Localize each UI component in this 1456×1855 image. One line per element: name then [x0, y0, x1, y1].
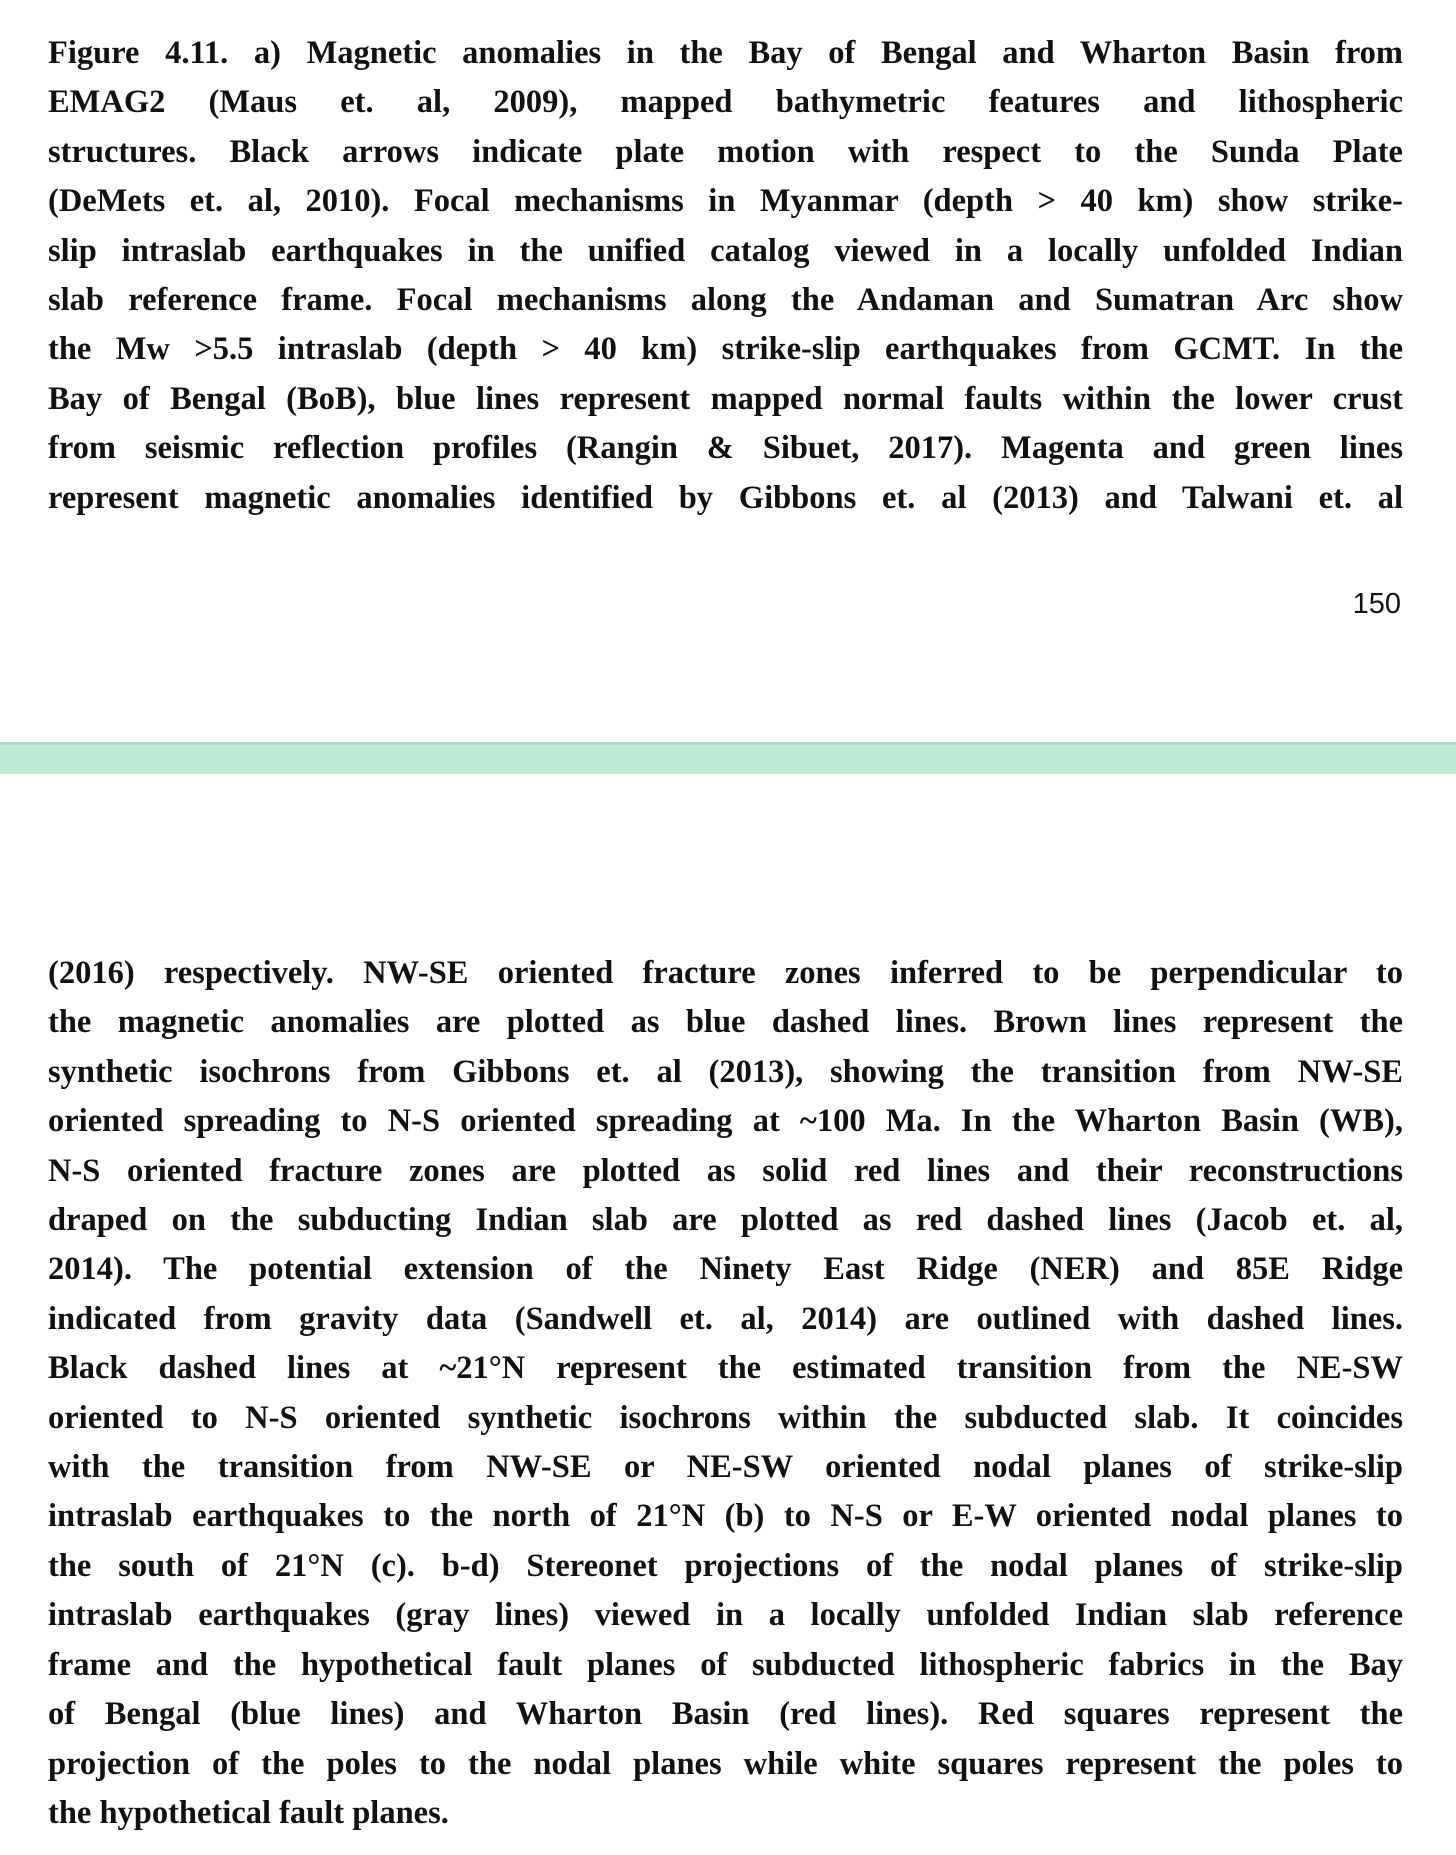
caption-line: Bay of Bengal (BoB), blue lines represent mapped normal faults within the lower crust: [48, 380, 1403, 417]
caption-line: represent magnetic anomalies identified by Gibbons et. al (2013) and Talwani et. al: [48, 479, 1403, 516]
document-page-top: [0, 0, 1456, 742]
caption-line: oriented spreading to N-S oriented spreading at ~100 Ma. In the Wharton Basin (WB),: [48, 1103, 1403, 1140]
caption-line: EMAG2 (Maus et. al, 2009), mapped bathymetric features and lithospheric: [48, 84, 1403, 121]
caption-line: (DeMets et. al, 2010). Focal mechanisms in Myanmar (depth > 40 km) show strike-: [48, 183, 1403, 220]
caption-line: slab reference frame. Focal mechanisms along the Andaman and Sumatran Arc show: [48, 282, 1403, 319]
caption-line: Figure 4.11. a) Magnetic anomalies in the Bay of Bengal and Wharton Basin from: [48, 35, 1403, 71]
figure-caption-part-2: [48, 949, 1403, 1838]
caption-line: frame and the hypothetical fault planes of subducted lithospheric fabrics in the Bay: [48, 1646, 1403, 1683]
caption-line: the Mw >5.5 intraslab (depth > 40 km) strike-slip earthquakes from GCMT. In the: [48, 331, 1403, 368]
caption-line: Black dashed lines at ~21°N represent the estimated transition from the NE-SW: [48, 1350, 1403, 1387]
caption-line: the magnetic anomalies are plotted as blue dashed lines. Brown lines represent the: [48, 1004, 1403, 1041]
caption-line: slip intraslab earthquakes in the unified catalog viewed in a locally unfolded Indian: [48, 232, 1403, 269]
page-break-separator: [0, 742, 1456, 774]
caption-line: synthetic isochrons from Gibbons et. al (2013), showing the transition from NW-SE: [48, 1053, 1403, 1090]
caption-line: the hypothetical fault planes.: [48, 1794, 449, 1831]
caption-line: intraslab earthquakes (gray lines) viewed in a locally unfolded Indian slab reference: [48, 1597, 1403, 1634]
caption-line: indicated from gravity data (Sandwell et. al, 2014) are outlined with dashed lines.: [48, 1300, 1403, 1337]
document-page-bottom: [0, 774, 1456, 1855]
caption-line: of Bengal (blue lines) and Wharton Basin (red lines). Red squares represent the: [48, 1696, 1403, 1733]
caption-line: from seismic reflection profiles (Rangin & Sibuet, 2017). Magenta and green lines: [48, 430, 1403, 467]
caption-line: draped on the subducting Indian slab are plotted as red dashed lines (Jacob et. al,: [48, 1202, 1403, 1239]
caption-line: structures. Black arrows indicate plate motion with respect to the Sunda Plate: [48, 133, 1403, 170]
figure-caption-part-1: [48, 29, 1403, 523]
caption-line: projection of the poles to the nodal planes while white squares represent the poles to: [48, 1745, 1403, 1782]
caption-line: N-S oriented fracture zones are plotted as solid red lines and their reconstructions: [48, 1152, 1403, 1189]
page-break-edge: [0, 742, 1456, 745]
caption-line: oriented to N-S oriented synthetic isochrons within the subducted slab. It coincides: [48, 1399, 1403, 1436]
caption-line: with the transition from NW-SE or NE-SW oriented nodal planes of strike-slip: [48, 1449, 1403, 1486]
caption-line: (2016) respectively. NW-SE oriented fracture zones inferred to be perpendicular to: [48, 955, 1403, 991]
caption-line: intraslab earthquakes to the north of 21°N (b) to N-S or E-W oriented nodal planes to: [48, 1498, 1403, 1535]
caption-line: the south of 21°N (c). b-d) Stereonet projections of the nodal planes of strike-slip: [48, 1547, 1403, 1584]
page-number: 150: [1352, 588, 1401, 620]
caption-line: 2014). The potential extension of the Ninety East Ridge (NER) and 85E Ridge: [48, 1251, 1403, 1288]
